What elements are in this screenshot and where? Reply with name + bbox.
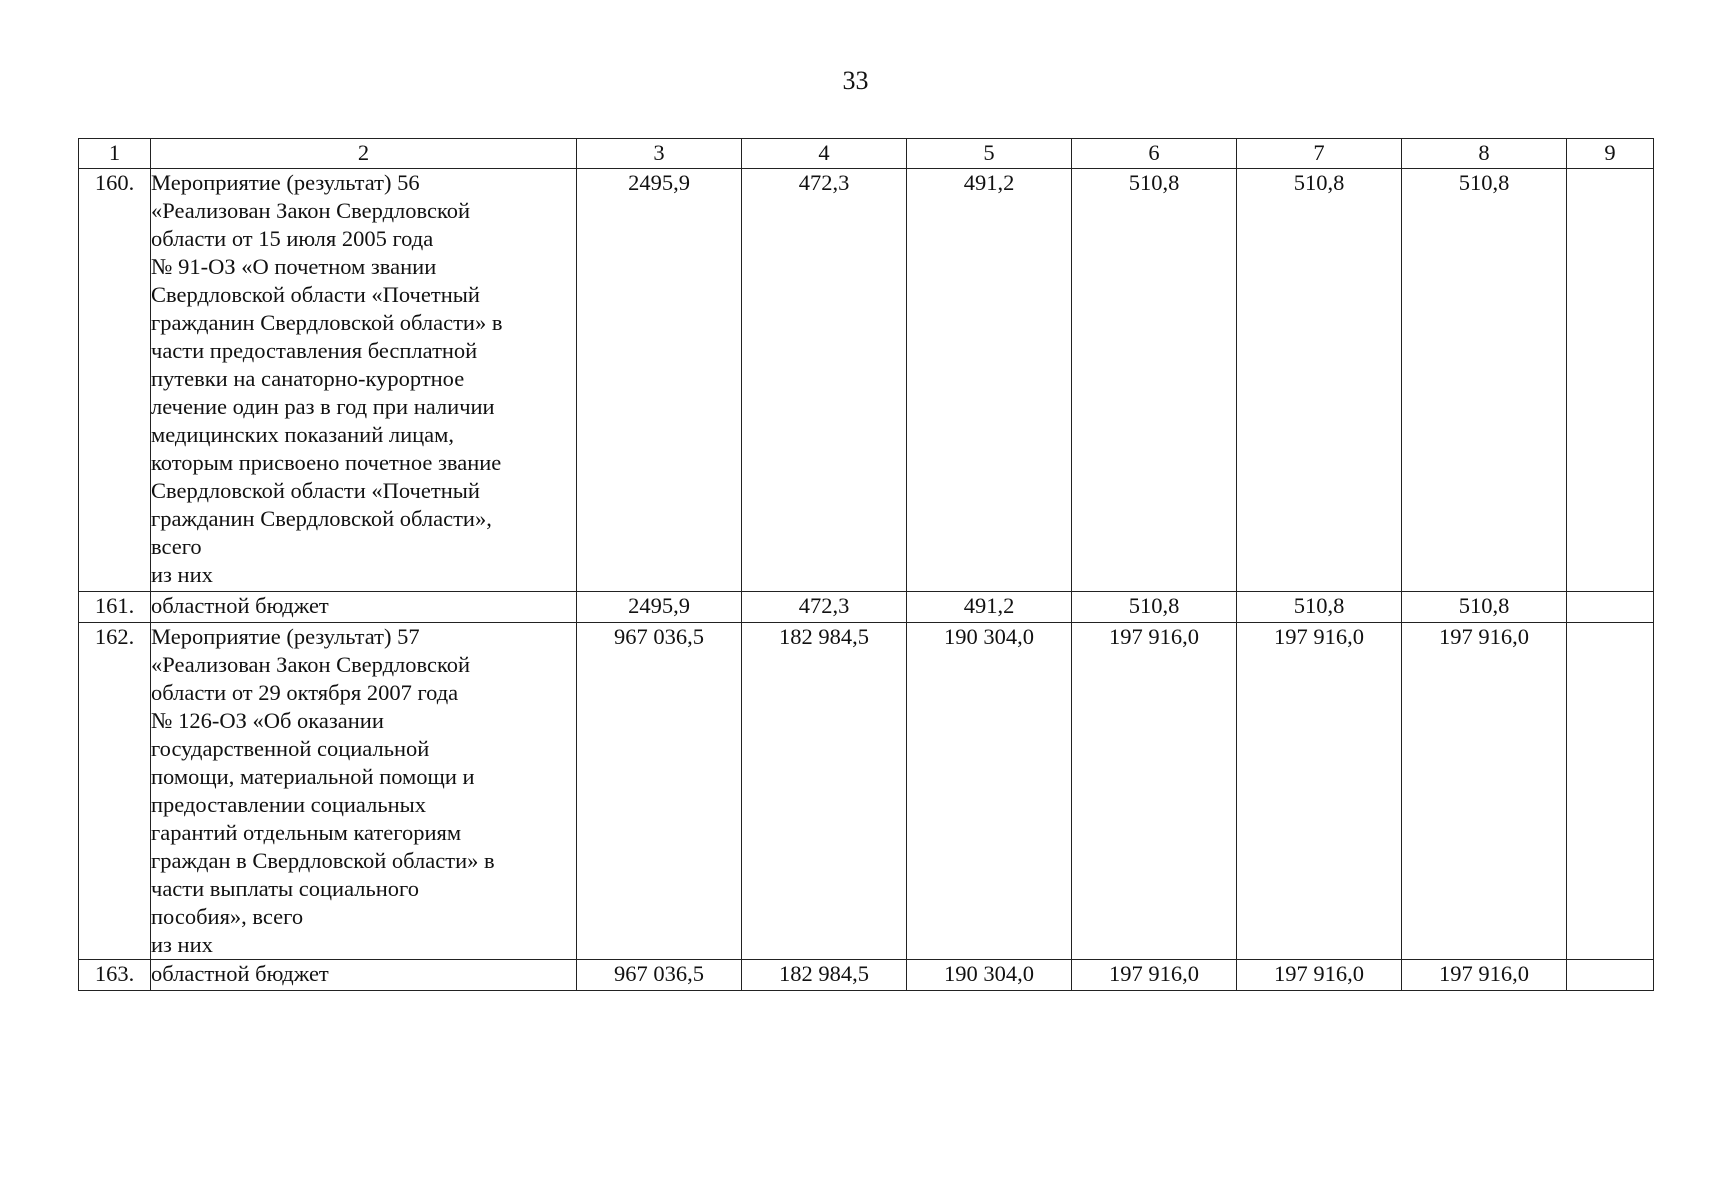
value-cell: 491,2 xyxy=(907,169,1072,592)
value-cell: 2495,9 xyxy=(577,592,742,623)
value-cell: 190 304,0 xyxy=(907,623,1072,960)
value-cell: 182 984,5 xyxy=(742,960,907,991)
value-cell: 510,8 xyxy=(1402,592,1567,623)
table-row xyxy=(79,960,1654,991)
value-cell: 510,8 xyxy=(1402,169,1567,592)
row-number: 161. xyxy=(79,592,151,623)
page-number: 33 xyxy=(842,66,869,95)
table-row xyxy=(79,623,1654,960)
column-header: 8 xyxy=(1402,139,1567,169)
row-number: 162. xyxy=(79,623,151,960)
column-header: 5 xyxy=(907,139,1072,169)
table-body xyxy=(79,169,1654,991)
table-header xyxy=(79,139,1654,169)
value-cell: 2495,9 xyxy=(577,169,742,592)
value-cell: 472,3 xyxy=(742,592,907,623)
value-cell: 967 036,5 xyxy=(577,960,742,991)
value-cell: 491,2 xyxy=(907,592,1072,623)
column-header: 3 xyxy=(577,139,742,169)
value-cell: 197 916,0 xyxy=(1402,960,1567,991)
row-description: Мероприятие (результат) 57 «Реализован Закон Свердловской области от 29 октября 2007 года № 126-ОЗ «Об оказании государственной социальной помощи, материальной помощи и предоставлении социальных гарантий отдельным категориям граждан в Свердловской области» в части выплаты социального пособия», всего из них xyxy=(151,623,577,960)
row-description: Мероприятие (результат) 56 «Реализован Закон Свердловской области от 15 июля 2005 года № 91-ОЗ «О почетном звании Свердловской области «Почетный гражданин Свердловской области» в части предоставления бесплатной путевки на санаторно-курортное лечение один раз в год при наличии медицинских показаний лицам, которым присвоено почетное звание Свердловской области «Почетный гражданин Свердловской области», всего из них xyxy=(151,169,577,592)
row-description: областной бюджет xyxy=(151,960,577,991)
column-header: 6 xyxy=(1072,139,1237,169)
column-header: 9 xyxy=(1567,139,1654,169)
value-cell: 190 304,0 xyxy=(907,960,1072,991)
column-header: 1 xyxy=(79,139,151,169)
column-header: 2 xyxy=(151,139,577,169)
row-number: 163. xyxy=(79,960,151,991)
table-row xyxy=(79,169,1654,592)
row-number: 160. xyxy=(79,169,151,592)
value-cell: 197 916,0 xyxy=(1237,623,1402,960)
value-cell xyxy=(1567,623,1654,960)
header-row xyxy=(79,139,1654,169)
value-cell: 182 984,5 xyxy=(742,623,907,960)
value-cell: 197 916,0 xyxy=(1237,960,1402,991)
value-cell: 510,8 xyxy=(1072,592,1237,623)
value-cell: 197 916,0 xyxy=(1072,960,1237,991)
column-header: 7 xyxy=(1237,139,1402,169)
value-cell: 510,8 xyxy=(1072,169,1237,592)
value-cell: 510,8 xyxy=(1237,592,1402,623)
value-cell xyxy=(1567,592,1654,623)
column-header: 4 xyxy=(742,139,907,169)
budget-table xyxy=(78,138,1654,991)
value-cell: 967 036,5 xyxy=(577,623,742,960)
table-row xyxy=(79,592,1654,623)
value-cell: 472,3 xyxy=(742,169,907,592)
value-cell xyxy=(1567,169,1654,592)
value-cell: 510,8 xyxy=(1237,169,1402,592)
value-cell: 197 916,0 xyxy=(1072,623,1237,960)
row-description: областной бюджет xyxy=(151,592,577,623)
value-cell: 197 916,0 xyxy=(1402,623,1567,960)
value-cell xyxy=(1567,960,1654,991)
